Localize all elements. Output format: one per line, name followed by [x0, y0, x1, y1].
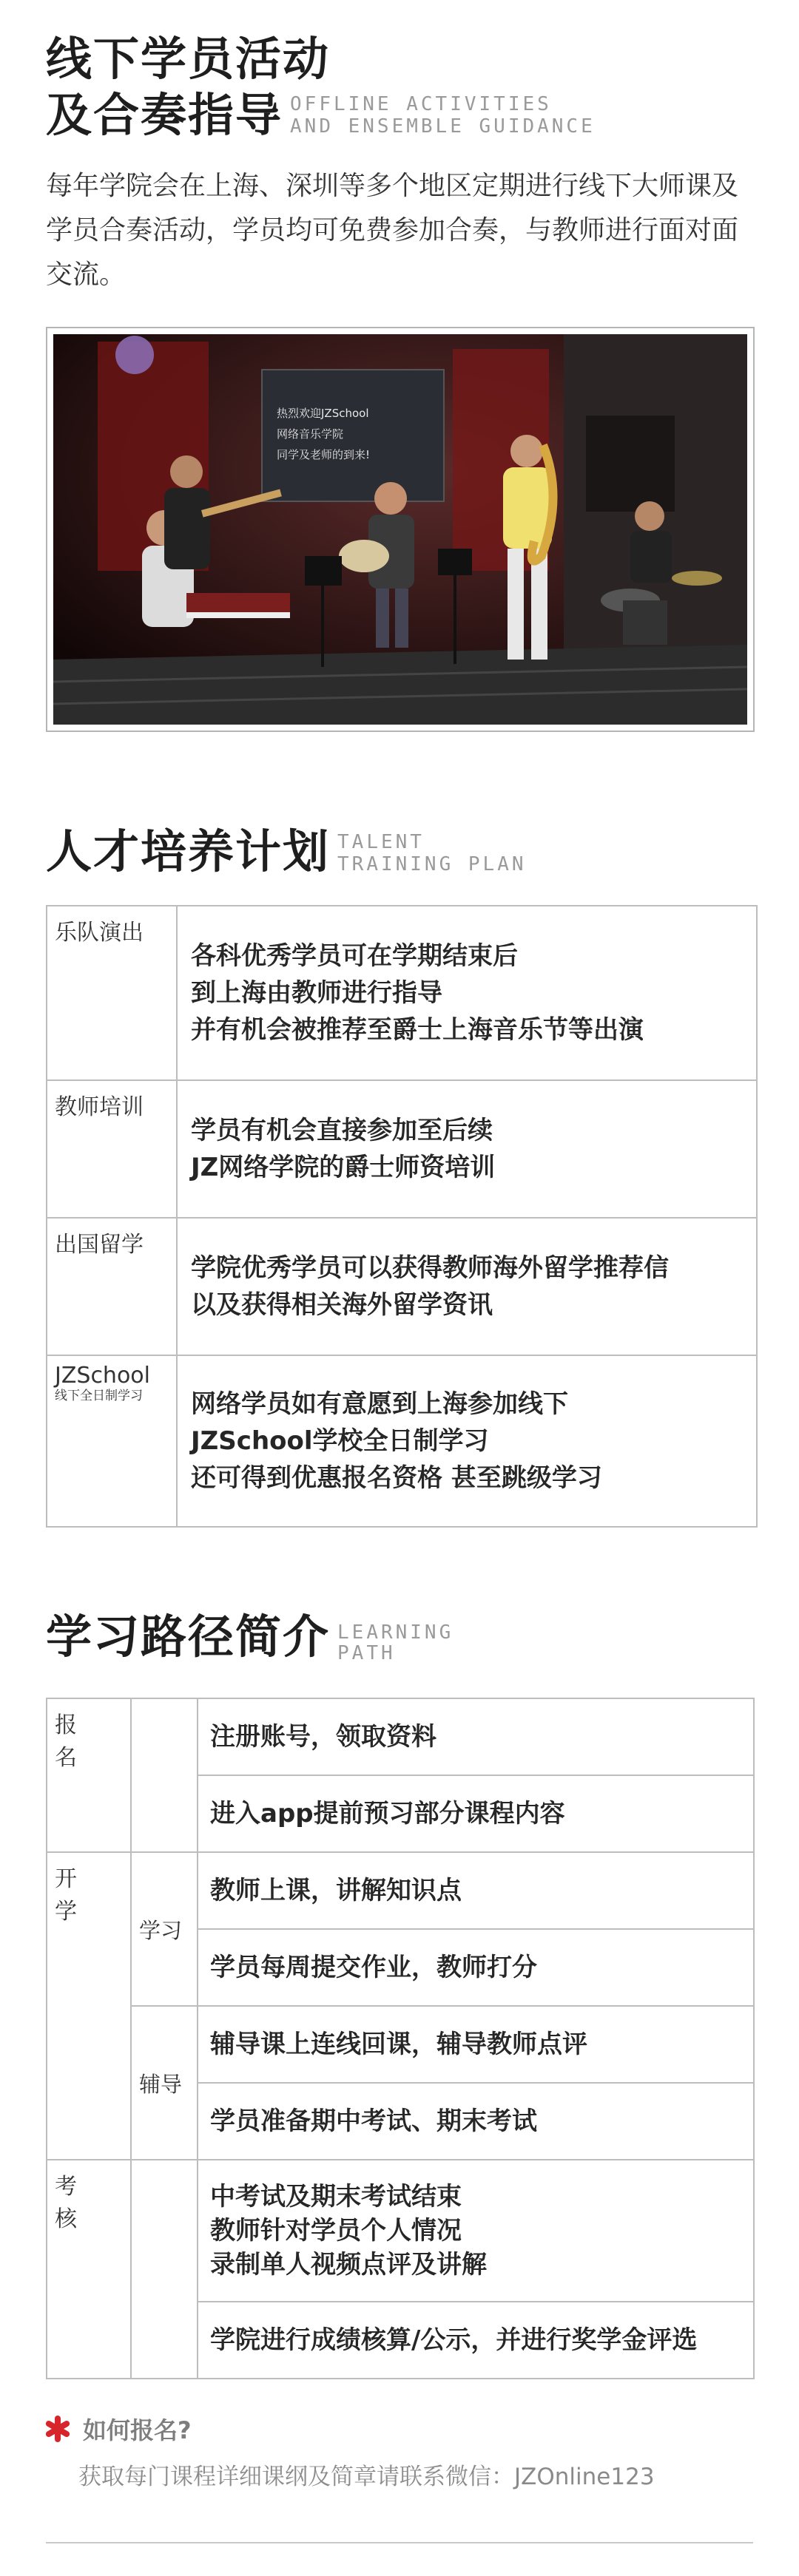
talent-category: [47, 1355, 177, 1527]
bottom-divider: [46, 2542, 753, 2543]
path-step: 学员每周提交作业，教师打分: [198, 1929, 754, 2006]
learning-path-table: [46, 1698, 755, 2379]
substage-tutor: 辅导: [131, 2006, 198, 2160]
talent-description: 各科优秀学员可在学期结束后 到上海由教师进行指导 并有机会被推荐至爵士上海音乐节等出演: [177, 906, 757, 1080]
path-step: 教师上课，讲解知识点: [198, 1852, 754, 1929]
path-title: 学习路径简介 LEARNING PATH: [46, 1610, 454, 1664]
table-row: [47, 1218, 757, 1355]
asterisk-icon: [43, 2414, 73, 2444]
table-row: [47, 1852, 754, 1929]
talent-title: 人才培养计划 TALENT TRAINING PLAN: [46, 824, 527, 878]
table-row: [47, 2006, 754, 2083]
screen-text-line3: 同学及老师的到来!: [277, 448, 371, 461]
table-row: [47, 1698, 754, 1775]
path-title-en: LEARNING PATH: [337, 1621, 454, 1664]
activities-title-en: OFFLINE ACTIVITIES AND ENSEMBLE GUIDANCE: [290, 93, 596, 138]
screen-text-line1: 热烈欢迎JZSchool: [277, 407, 369, 420]
path-step: 辅导课上连线回课，辅导教师点评: [198, 2006, 754, 2083]
table-row: [47, 1080, 757, 1218]
path-step: 学员准备期中考试、期末考试: [198, 2083, 754, 2160]
talent-category: 出国留学: [47, 1218, 177, 1355]
jzschool-sublabel: 线下全日制学习: [55, 1389, 143, 1403]
talent-description: 学员有机会直接参加至后续 JZ网络学院的爵士师资培训: [177, 1080, 757, 1218]
contact-title: 如何报名?: [83, 2416, 192, 2444]
band-photo: [46, 327, 755, 732]
table-row: [47, 2160, 754, 2302]
activities-title-line2: 及合奏指导 OFFLINE ACTIVITIES AND ENSEMBLE GUIDANCE: [46, 88, 596, 142]
talent-category: 乐队演出: [47, 906, 177, 1080]
table-row: [47, 906, 757, 1080]
band-performance-illustration: [53, 334, 747, 725]
substage-study: 学习: [131, 1852, 198, 2006]
activities-title-line1: 线下学员活动: [46, 32, 331, 86]
talent-description: 网络学员如有意愿到上海参加线下 JZSchool学校全日制学习 还可得到优惠报名资格 甚至跳级学习: [177, 1355, 757, 1527]
stage-register: 报 名: [47, 1698, 131, 1852]
talent-category: 教师培训: [47, 1080, 177, 1218]
contact-wechat-text: 获取每门课程详细课纲及简章请联系微信：JZOnline123: [78, 2464, 655, 2490]
path-step: 进入app提前预习部分课程内容: [198, 1775, 754, 1852]
path-step: 中考试及期末考试结束 教师针对学员个人情况 录制单人视频点评及讲解: [198, 2160, 754, 2302]
activities-intro: 每年学院会在上海、深圳等多个地区定期进行线下大师课及学员合奏活动，学员均可免费参加合奏，与教师进行面对面交流。: [46, 171, 739, 290]
stage-exam: 考 核: [47, 2160, 131, 2379]
table-row: [47, 1355, 757, 1527]
path-step: 学院进行成绩核算/公示，并进行奖学金评选: [198, 2302, 754, 2379]
talent-description: 学院优秀学员可以获得教师海外留学推荐信 以及获得相关海外留学资讯: [177, 1218, 757, 1355]
path-step: 注册账号，领取资料: [198, 1698, 754, 1775]
talent-table: [46, 905, 758, 1528]
talent-title-en: TALENT TRAINING PLAN: [337, 831, 527, 875]
jzschool-label: JZSchool: [55, 1363, 150, 1389]
stage-start: 开 学: [47, 1852, 131, 2160]
contact-section: [43, 2412, 655, 2491]
screen-text-line2: 网络音乐学院: [277, 427, 344, 441]
